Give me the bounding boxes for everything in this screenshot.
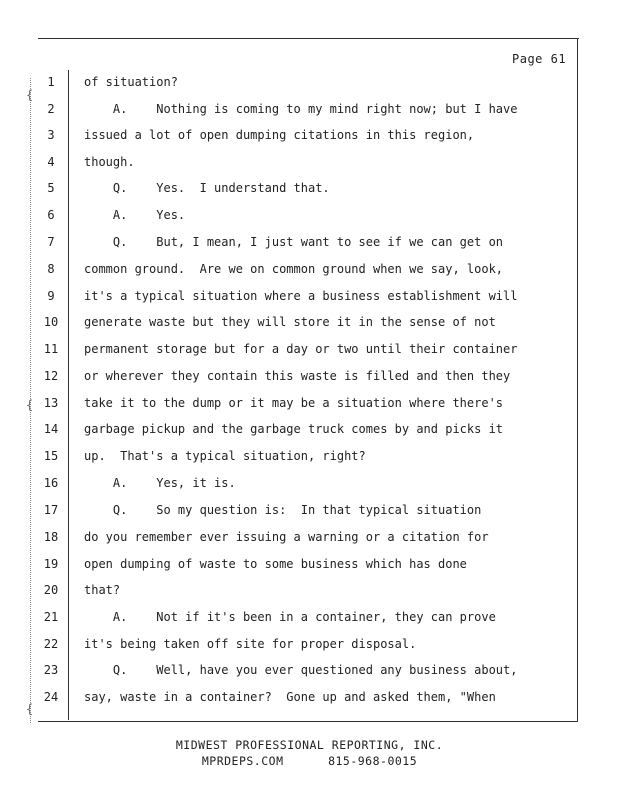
line-text: or wherever they contain this waste is filled and then they — [84, 369, 511, 383]
line-number: 16 — [43, 476, 59, 490]
line-number: 13 — [43, 396, 59, 410]
footer-contact — [0, 754, 619, 768]
transcript-line — [0, 634, 580, 654]
line-text: issued a lot of open dumping citations in this region, — [84, 128, 475, 142]
transcript-line — [0, 527, 580, 547]
line-text: garbage pickup and the garbage truck comes by and picks it — [84, 422, 504, 436]
line-number: 5 — [47, 181, 55, 195]
line-number: 14 — [43, 422, 59, 436]
line-number: 18 — [43, 530, 59, 544]
line-number: 10 — [43, 315, 59, 329]
line-number: 21 — [43, 610, 59, 624]
line-text: A. Yes. — [84, 208, 186, 222]
footer-phone: 815-968-0015 — [328, 754, 418, 768]
transcript-line — [0, 580, 580, 600]
line-text: though. — [84, 155, 135, 169]
line-number: 12 — [43, 369, 59, 383]
line-text: of situation? — [84, 75, 178, 89]
transcript-line — [0, 419, 580, 439]
line-text: Q. Well, have you ever questioned any business about, — [84, 663, 518, 677]
line-text: Q. But, I mean, I just want to see if we can get on — [84, 235, 504, 249]
binding-mark-icon: { — [26, 398, 34, 412]
transcript-line — [0, 366, 580, 386]
transcript-line — [0, 99, 580, 119]
line-number: 20 — [43, 583, 59, 597]
line-number: 4 — [47, 155, 55, 169]
line-number: 2 — [47, 102, 55, 116]
line-text: generate waste but they will store it in the sense of not — [84, 315, 496, 329]
transcript-line — [0, 393, 580, 413]
transcript-line — [0, 205, 580, 225]
transcript-line — [0, 446, 580, 466]
line-text: permanent storage but for a day or two until their container — [84, 342, 518, 356]
line-text: A. Nothing is coming to my mind right now; but I have — [84, 102, 518, 116]
line-number: 3 — [47, 128, 55, 142]
line-text: it's being taken off site for proper disposal. — [84, 637, 417, 651]
line-number: 24 — [43, 690, 59, 704]
line-number: 17 — [43, 503, 59, 517]
transcript-line — [0, 232, 580, 252]
transcript-line — [0, 259, 580, 279]
line-text: that? — [84, 583, 121, 597]
transcript-line — [0, 500, 580, 520]
line-text: A. Not if it's been in a container, they can prove — [84, 610, 496, 624]
transcript-line — [0, 554, 580, 574]
binding-mark-icon: { — [26, 702, 34, 716]
binding-mark-icon: { — [26, 88, 34, 102]
line-number: 1 — [47, 75, 55, 89]
transcript-line — [0, 687, 580, 707]
transcript-line — [0, 178, 580, 198]
line-text: Q. So my question is: In that typical situation — [84, 503, 482, 517]
line-number: 19 — [43, 557, 59, 571]
page-number: Page 61 — [512, 52, 567, 66]
transcript-line — [0, 72, 580, 92]
transcript-line — [0, 660, 580, 680]
line-number: 7 — [47, 235, 55, 249]
line-text: open dumping of waste to some business which has done — [84, 557, 467, 571]
line-number: 22 — [43, 637, 59, 651]
line-text: up. That's a typical situation, right? — [84, 449, 366, 463]
line-number: 8 — [47, 262, 55, 276]
transcript-line — [0, 286, 580, 306]
line-text: A. Yes, it is. — [84, 476, 236, 490]
line-text: say, waste in a container? Gone up and asked them, "When — [84, 690, 496, 704]
line-text: Q. Yes. I understand that. — [84, 181, 330, 195]
line-number: 11 — [43, 342, 59, 356]
transcript-line — [0, 125, 580, 145]
transcript-line — [0, 152, 580, 172]
line-number: 6 — [47, 208, 55, 222]
line-text: take it to the dump or it may be a situation where there's — [84, 396, 504, 410]
footer-company: MIDWEST PROFESSIONAL REPORTING, INC. — [175, 738, 444, 752]
footer-website: MPRDEPS.COM — [201, 754, 284, 768]
transcript-line — [0, 339, 580, 359]
line-number: 9 — [47, 289, 55, 303]
transcript-line — [0, 607, 580, 627]
transcript-line — [0, 473, 580, 493]
transcript-line — [0, 312, 580, 332]
line-text: it's a typical situation where a business establishment will — [84, 289, 518, 303]
line-text: do you remember ever issuing a warning or a citation for — [84, 530, 489, 544]
line-number: 15 — [43, 449, 59, 463]
line-number: 23 — [43, 663, 59, 677]
line-text: common ground. Are we on common ground when we say, look, — [84, 262, 504, 276]
